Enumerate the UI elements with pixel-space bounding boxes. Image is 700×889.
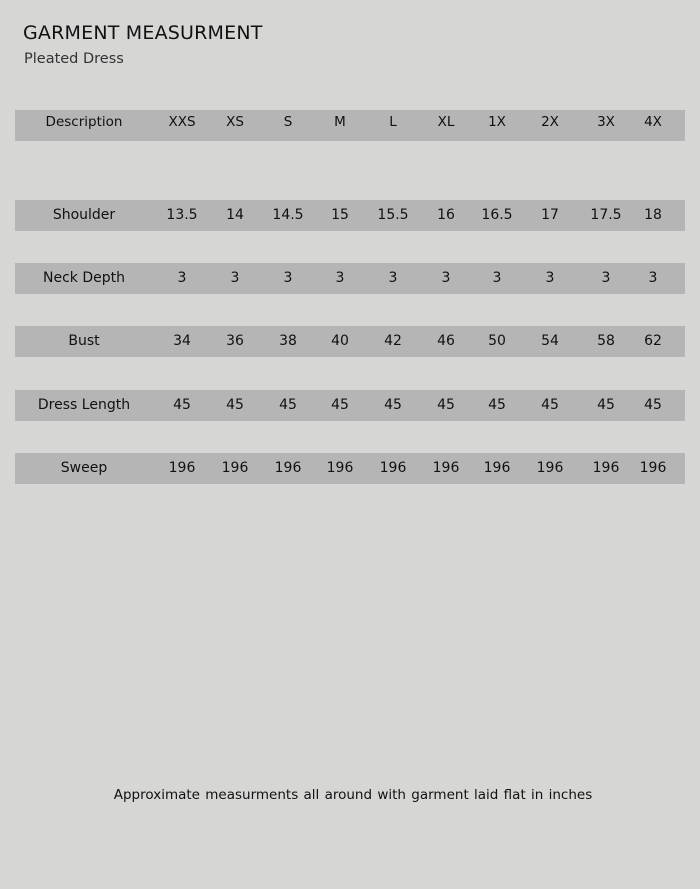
page-subtitle: Pleated Dress bbox=[24, 51, 124, 67]
measurement-cell: 38 bbox=[279, 333, 297, 349]
measurement-cell: 196 bbox=[168, 460, 196, 476]
measurement-cell: 34 bbox=[173, 333, 191, 349]
column-header-description: Description bbox=[45, 114, 123, 130]
table-row bbox=[15, 390, 685, 421]
measurement-cell: 46 bbox=[437, 333, 455, 349]
column-header-size: 3X bbox=[597, 114, 615, 130]
measurement-cell: 45 bbox=[597, 397, 615, 413]
measurement-cell: 16.5 bbox=[481, 207, 513, 223]
measurement-cell: 45 bbox=[226, 397, 244, 413]
row-label: Bust bbox=[68, 333, 100, 349]
column-header-size: XL bbox=[437, 114, 455, 130]
measurement-cell: 42 bbox=[384, 333, 402, 349]
column-header-size: S bbox=[283, 114, 293, 130]
measurement-cell: 196 bbox=[536, 460, 564, 476]
measurement-cell: 58 bbox=[597, 333, 615, 349]
measurement-cell: 3 bbox=[441, 270, 451, 286]
measurement-cell: 36 bbox=[226, 333, 244, 349]
column-header-size: 2X bbox=[541, 114, 559, 130]
measurement-cell: 45 bbox=[331, 397, 349, 413]
measurement-cell: 14 bbox=[226, 207, 244, 223]
measurement-cell: 45 bbox=[279, 397, 297, 413]
footer-note: Approximate measurments all around with garment laid flat in inches bbox=[113, 787, 593, 803]
table-row bbox=[15, 200, 685, 231]
measurement-cell: 17 bbox=[541, 207, 559, 223]
row-label: Dress Length bbox=[37, 397, 131, 413]
measurement-cell: 15 bbox=[331, 207, 349, 223]
measurement-cell: 45 bbox=[541, 397, 559, 413]
measurement-cell: 3 bbox=[545, 270, 555, 286]
measurement-cell: 45 bbox=[384, 397, 402, 413]
measurement-cell: 3 bbox=[283, 270, 293, 286]
table-row bbox=[15, 326, 685, 357]
measurement-cell: 196 bbox=[379, 460, 407, 476]
row-label: Sweep bbox=[60, 460, 108, 476]
measurement-cell: 45 bbox=[488, 397, 506, 413]
measurement-cell: 3 bbox=[388, 270, 398, 286]
measurement-cell: 196 bbox=[221, 460, 249, 476]
measurement-cell: 15.5 bbox=[377, 207, 409, 223]
column-header-size: M bbox=[334, 114, 346, 130]
column-header-size: 1X bbox=[488, 114, 506, 130]
measurement-cell: 3 bbox=[648, 270, 658, 286]
measurement-cell: 196 bbox=[483, 460, 511, 476]
measurement-cell: 196 bbox=[639, 460, 667, 476]
measurement-cell: 45 bbox=[644, 397, 662, 413]
column-header-size: 4X bbox=[644, 114, 662, 130]
measurement-cell: 196 bbox=[326, 460, 354, 476]
measurement-cell: 17.5 bbox=[590, 207, 622, 223]
measurement-cell: 3 bbox=[230, 270, 240, 286]
measurement-cell: 45 bbox=[437, 397, 455, 413]
measurement-cell: 3 bbox=[335, 270, 345, 286]
measurement-cell: 16 bbox=[437, 207, 455, 223]
column-header-size: XXS bbox=[168, 114, 196, 130]
measurement-cell: 14.5 bbox=[272, 207, 304, 223]
row-label: Shoulder bbox=[52, 207, 116, 223]
row-label: Neck Depth bbox=[43, 270, 125, 286]
measurement-cell: 13.5 bbox=[166, 207, 198, 223]
measurement-cell: 3 bbox=[492, 270, 502, 286]
table-header-row bbox=[15, 110, 685, 141]
measurement-cell: 40 bbox=[331, 333, 349, 349]
column-header-size: L bbox=[389, 114, 397, 130]
measurement-cell: 3 bbox=[177, 270, 187, 286]
measurement-cell: 196 bbox=[592, 460, 620, 476]
table-row bbox=[15, 263, 685, 294]
column-header-size: XS bbox=[226, 114, 244, 130]
measurement-cell: 196 bbox=[432, 460, 460, 476]
measurement-cell: 45 bbox=[173, 397, 191, 413]
measurement-cell: 50 bbox=[488, 333, 506, 349]
measurement-cell: 18 bbox=[644, 207, 662, 223]
measurement-cell: 196 bbox=[274, 460, 302, 476]
measurement-cell: 3 bbox=[601, 270, 611, 286]
table-row bbox=[15, 453, 685, 484]
measurement-cell: 62 bbox=[644, 333, 662, 349]
measurement-cell: 54 bbox=[541, 333, 559, 349]
page-title: GARMENT MEASURMENT bbox=[23, 22, 263, 44]
